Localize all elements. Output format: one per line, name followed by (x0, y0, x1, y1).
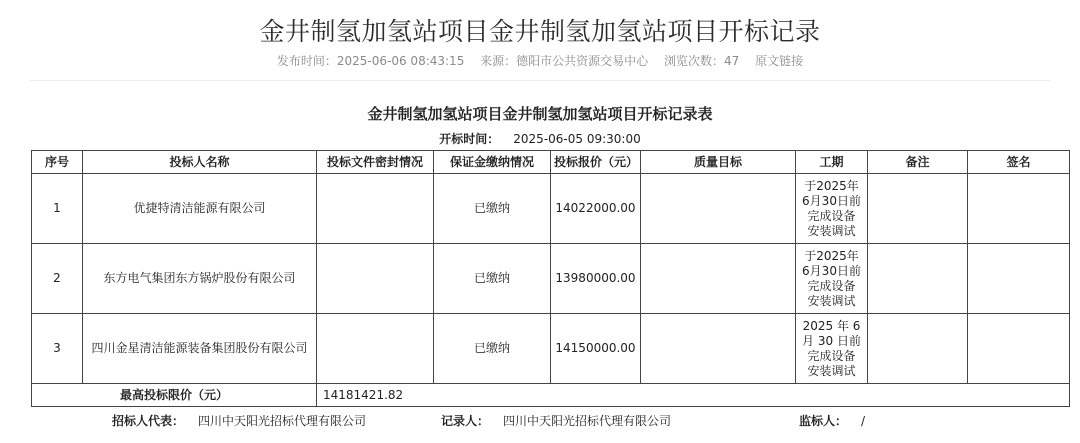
cell-seal (317, 314, 434, 384)
table-header-row (32, 151, 1070, 174)
agent-value: 四川中天阳光招标代理有限公司 (198, 414, 367, 428)
cell-seal (317, 174, 434, 244)
cell-deposit: 已缴纳 (434, 244, 551, 314)
recorder (441, 412, 671, 429)
publish-time: 发布时间：2025-06-06 08:43:15 (276, 54, 465, 68)
agent (112, 412, 366, 429)
cell-bidder: 东方电气集团东方锅炉股份有限公司 (83, 244, 317, 314)
supervisor-value: / (861, 414, 866, 428)
header-period: 工期 (796, 151, 868, 174)
table-row (32, 244, 1070, 314)
cell-price: 13980000.00 (551, 244, 641, 314)
cell-sign (968, 174, 1070, 244)
max-limit-value: 14181421.82 (317, 384, 1070, 407)
header-quality: 质量目标 (641, 151, 796, 174)
cell-sign (968, 244, 1070, 314)
source: 来源：德阳市公共资源交易中心 (480, 54, 649, 68)
open-time-value: 2025-06-05 09:30:00 (513, 132, 641, 146)
cell-quality (641, 174, 796, 244)
cell-deposit: 已缴纳 (434, 174, 551, 244)
cell-period: 于2025年6月30日前完成设备安装调试 (796, 244, 868, 314)
cell-remark (868, 244, 968, 314)
cell-deposit: 已缴纳 (434, 314, 551, 384)
cell-remark (868, 314, 968, 384)
cell-quality (641, 244, 796, 314)
max-limit-label: 最高投标限价（元） (32, 384, 317, 407)
header-deposit: 保证金缴纳情况 (434, 151, 551, 174)
supervisor-label: 监标人： (799, 414, 848, 428)
supervisor (799, 412, 865, 429)
record-table-title: 金井制氢加氢站项目金井制氢加氢站项目开标记录表 (367, 105, 713, 123)
bid-record-table (31, 150, 1070, 407)
header-price: 投标报价（元） (551, 151, 641, 174)
cell-period: 于2025年6月30日前完成设备安装调试 (796, 174, 868, 244)
divider (30, 80, 1050, 81)
cell-period: 2025 年 6 月 30 日前完成设备安装调试 (796, 314, 868, 384)
header-no: 序号 (32, 151, 83, 174)
open-time-label: 开标时间： (439, 132, 500, 146)
page-title: 金井制氢加氢站项目金井制氢加氢站项目开标记录 (259, 17, 821, 46)
agent-label: 招标人代表： (112, 414, 185, 428)
table-row (32, 174, 1070, 244)
cell-price: 14022000.00 (551, 174, 641, 244)
cell-quality (641, 314, 796, 384)
cell-price: 14150000.00 (551, 314, 641, 384)
header-bidder: 投标人名称 (83, 151, 317, 174)
article-meta (0, 52, 1080, 69)
cell-bidder: 四川金星清洁能源装备集团股份有限公司 (83, 314, 317, 384)
cell-no: 3 (32, 314, 83, 384)
max-limit-row (32, 384, 1070, 407)
view-count: 浏览次数：47 (664, 54, 740, 68)
cell-no: 1 (32, 174, 83, 244)
recorder-label: 记录人： (441, 414, 490, 428)
open-time (0, 130, 1080, 147)
table-row (32, 314, 1070, 384)
header-seal: 投标文件密封情况 (317, 151, 434, 174)
cell-seal (317, 244, 434, 314)
cell-no: 2 (32, 244, 83, 314)
header-sign: 签名 (968, 151, 1070, 174)
original-link[interactable]: 原文链接 (755, 54, 804, 68)
header-remark: 备注 (868, 151, 968, 174)
cell-remark (868, 174, 968, 244)
cell-bidder: 优捷特清洁能源有限公司 (83, 174, 317, 244)
cell-sign (968, 314, 1070, 384)
recorder-value: 四川中天阳光招标代理有限公司 (503, 414, 672, 428)
